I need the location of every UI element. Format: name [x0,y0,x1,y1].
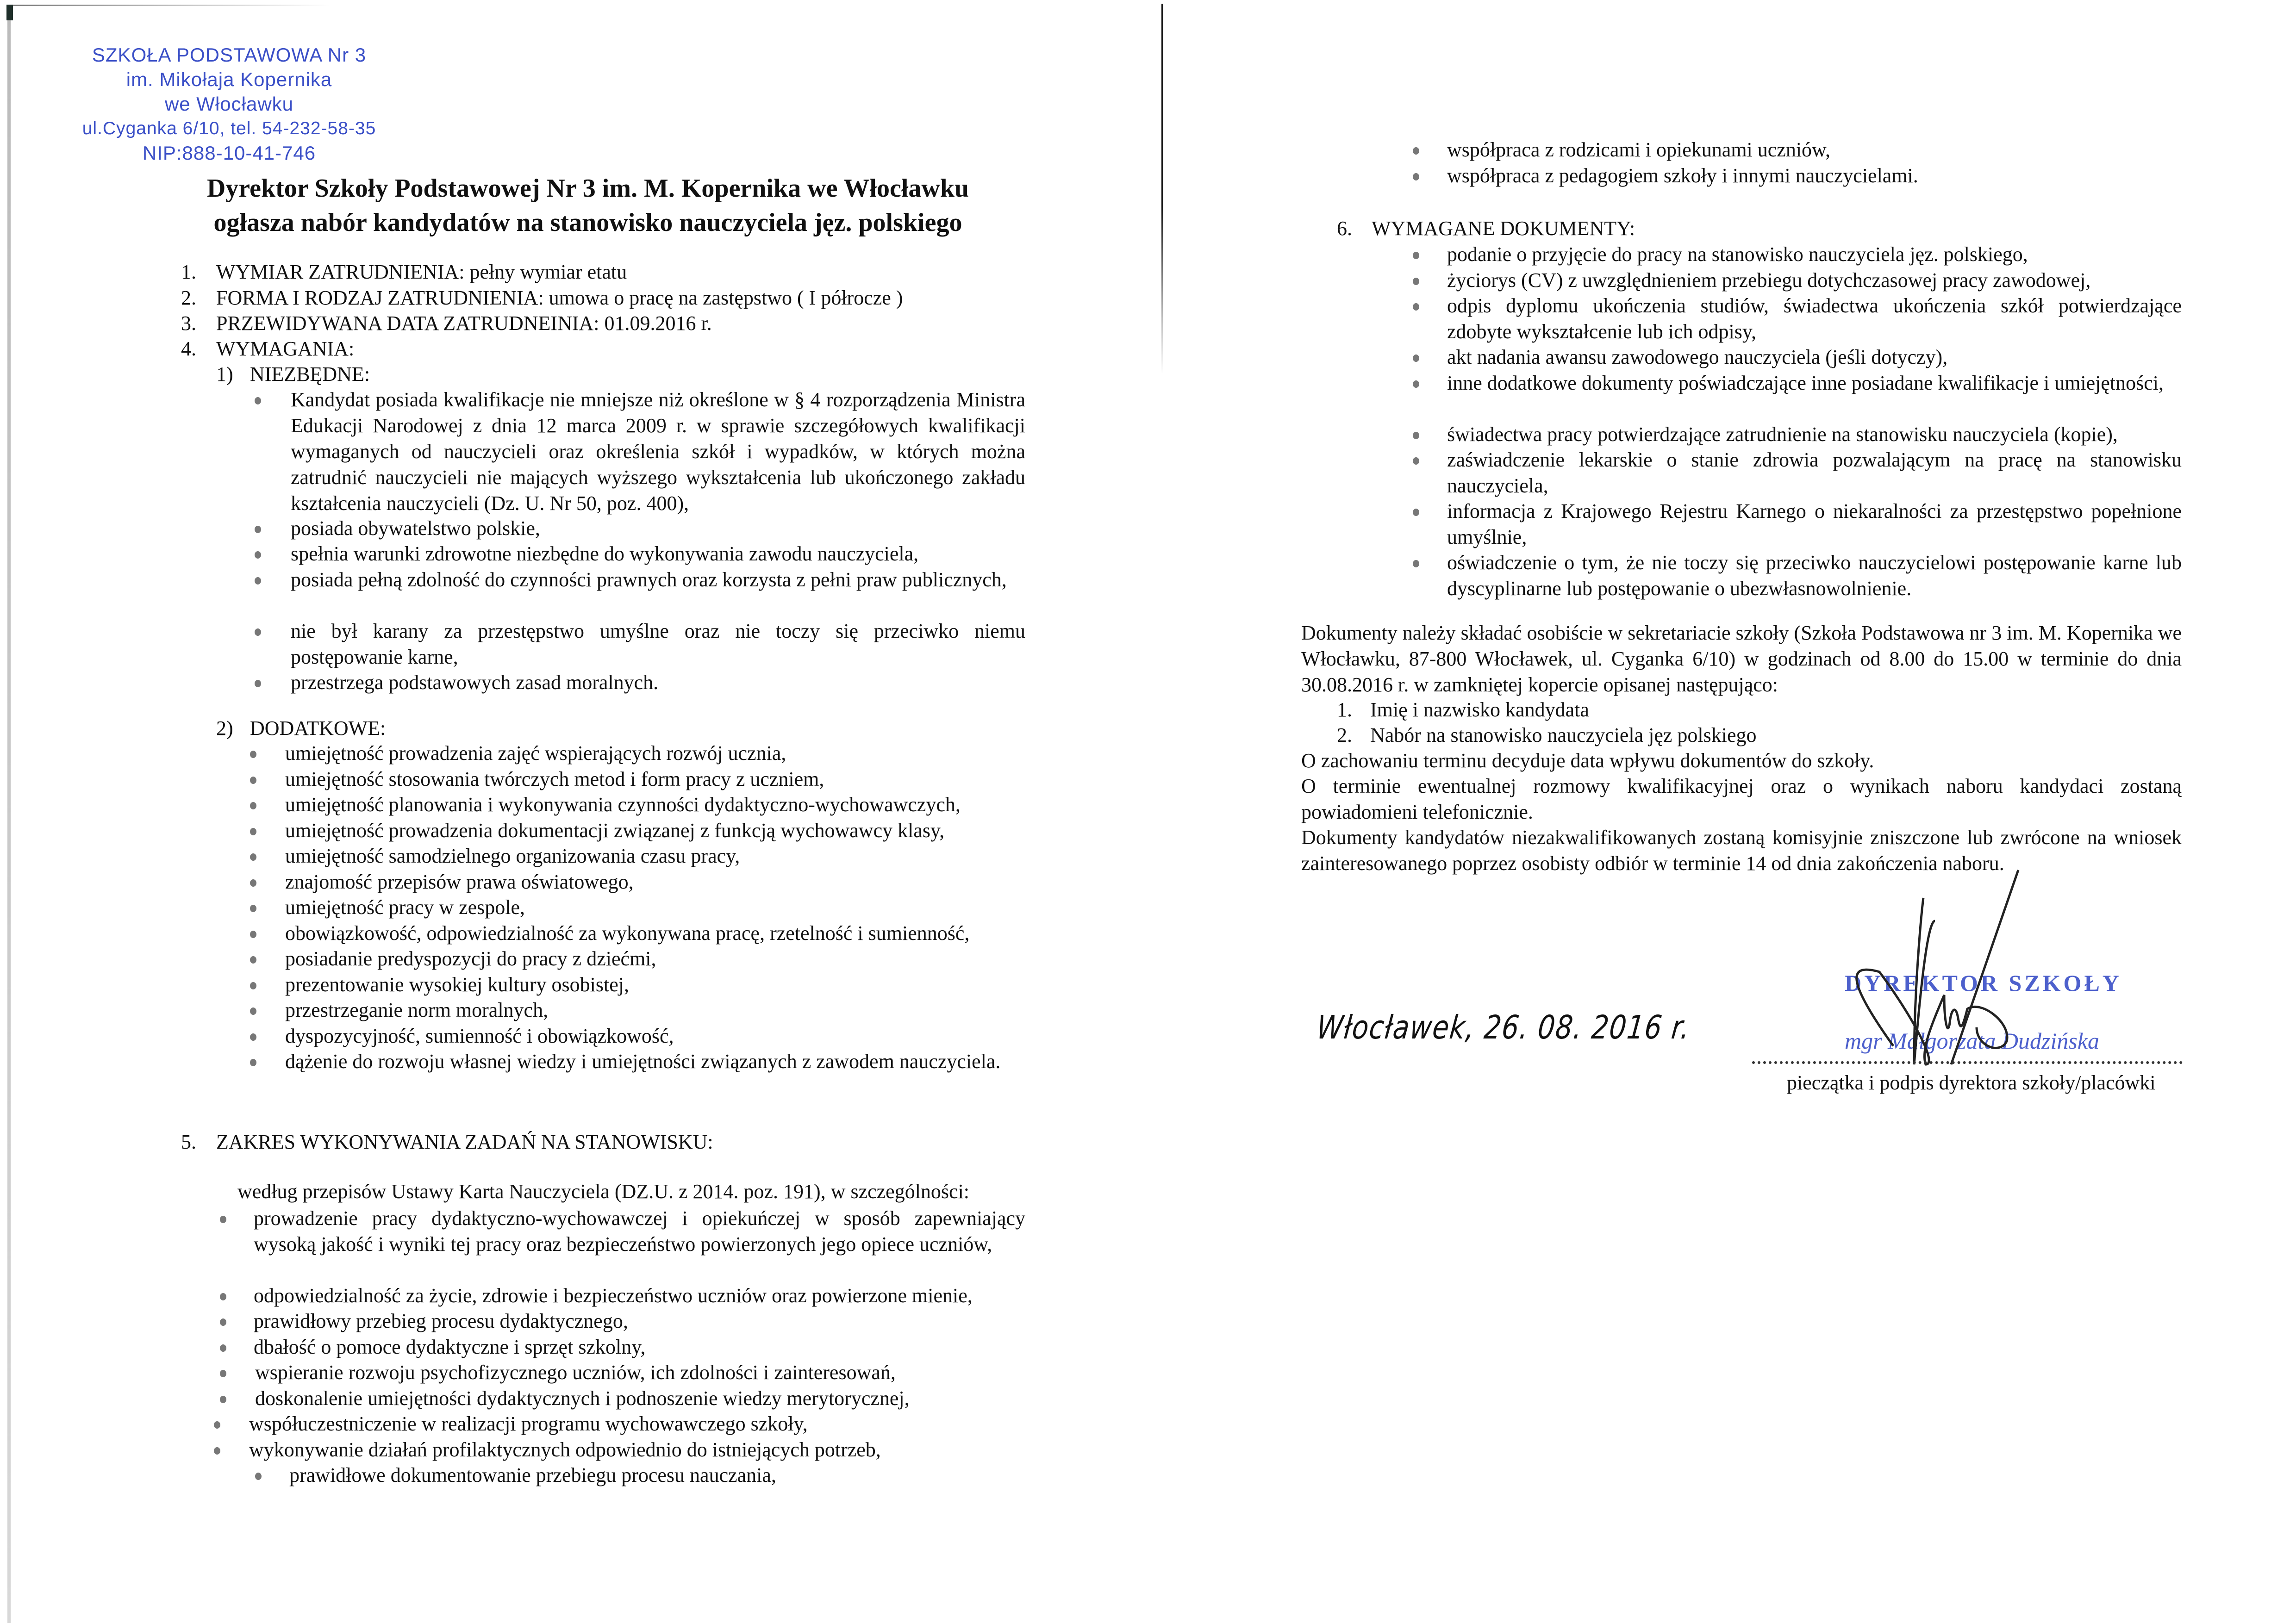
bullet-icon [214,1447,220,1455]
bullet-icon [255,397,261,404]
section-number: 3. [181,312,196,335]
bullet-icon [255,577,261,585]
additional-requirement-item: umiejętność stosowania twórczych metod i form pracy z uczniem, [285,767,824,790]
return-note: Dokumenty kandydatów niezakwalifikowanych zostaną komisyjnie zniszczone lub zwrócone na wniosek zainteresowanego poprzez osobisty odbiór w terminie 14 od dnia zakończenia naboru. [1301,826,2182,875]
bullet-icon [250,828,256,835]
bullet-icon [250,879,256,887]
page-divider [1161,4,1163,374]
bullet-icon [220,1344,226,1352]
additional-requirement-item: umiejętność pracy w zespole, [285,896,525,919]
additional-requirement-item: prezentowanie wysokiej kultury osobistej, [285,973,629,996]
additional-requirement-item: dyspozycyjność, sumienność i obowiązkowość, [285,1024,674,1047]
essential-requirement-item: Kandydat posiada kwalifikacje nie mniejsze niż określone w § 4 rozporządzenia Ministra Edukacji Narodowej z dnia 12 marca 2009 r. w sprawie szczegółowych kwalifikacji wymaganych od nauczycieli oraz określenia szkół i wypadków, w których można zatrudnić nauczycieli nie mających wyższego wykształcenia lub ukończonego zakładu kształcenia nauczycieli (Dz. U. Nr 50, poz. 400), [291,388,1025,515]
director-stamp-name: mgr Małgorzata Dudzińska [1845,1028,2100,1054]
additional-requirement-item: umiejętność planowania i wykonywania czynności dydaktyczno-wychowawczych, [285,793,961,816]
bullet-icon [214,1421,220,1429]
required-document-item: życiorys (CV) z uwzględnieniem przebiegu dotychczasowej pracy zawodowej, [1447,268,2091,292]
bullet-icon [250,956,256,964]
director-signature [1828,870,2037,1078]
essential-requirement-item: posiada pełną zdolność do czynności prawnych oraz korzysta z pełni praw publicznych, [291,568,1007,591]
stamp-line: we Włocławku [164,93,294,115]
required-document-item: podanie o przyjęcie do pracy na stanowisko nauczyciela jęz. polskiego, [1447,243,2028,266]
duties-intro: według przepisów Ustawy Karta Nauczyciela (DZ.U. z 2014. poz. 191), w szczególności: [237,1180,970,1203]
bullet-icon [1413,252,1419,259]
required-document-item: inne dodatkowe dokumenty poświadczające inne posiadane kwalifikacje i umiejętności, [1447,371,2164,394]
bullet-icon [220,1396,226,1403]
interview-note: O terminie ewentualnej rozmowy kwalifikacyjnej oraz o wynikach naboru kandydaci zostaną powiadomieni telefonicznie. [1301,775,2182,823]
section-required-documents: WYMAGANE DOKUMENTY: [1372,217,1635,240]
additional-requirement-item: posiadanie predyspozycji do pracy z dziećmi, [285,947,656,970]
bullet-icon [1413,354,1419,362]
bullet-icon [1413,432,1419,439]
duty-item: doskonalenie umiejętności dydaktycznych i podnoszenie wiedzy merytorycznej, [255,1387,910,1410]
section-number: 6. [1337,217,1352,240]
required-document-item: świadectwa pracy potwierdzające zatrudnienie na stanowisku nauczyciela (kopie), [1447,423,2118,446]
stamp-line: ul.Cyganka 6/10, tel. 54-232-58-35 [82,118,376,138]
required-document-item: zaświadczenie lekarskie o stanie zdrowia pozwalającym na pracę na stanowisku nauczyciela, [1447,448,2182,497]
essential-requirement-item: przestrzega podstawowych zasad moralnych. [291,671,659,694]
required-document-item: akt nadania awansu zawodowego nauczyciela (jeśli dotyczy), [1447,346,1948,368]
required-document-item: informacja z Krajowego Rejestru Karnego o niekaralności za przestępstwo popełnione umyślnie, [1447,500,2182,548]
bullet-icon [255,526,261,533]
section-number: 5. [181,1131,196,1153]
section-employment-scope: WYMIAR ZATRUDNIENIA: pełny wymiar etatu [216,261,627,283]
bullet-icon [1413,278,1419,285]
duty-item: wykonywanie działań profilaktycznych odpowiednio do istniejących potrzeb, [249,1438,881,1461]
required-document-item: odpis dyplomu ukończenia studiów, świadectwa ukończenia szkół potwierdzające zdobyte wykształcenie lub ich odpisy, [1447,294,2182,343]
bullet-icon [1413,303,1419,311]
additional-requirement-item: obowiązkowość, odpowiedzialność za wykonywana pracę, rzetelność i sumienność, [285,921,970,945]
stamp-line: im. Mikołaja Kopernika [126,68,332,90]
submission-paragraph: Dokumenty należy składać osobiście w sekretariacie szkoły (Szkoła Podstawowa nr 3 im. M. Kopernika we Włocławku, 87-800 Włocławek, ul. Cyganka 6/10) w godzinach od 8.00 do 15.00 w terminie do dnia 30.08.2016 r. w zamkniętej kopercie opisanej następująco: [1301,622,2182,696]
additional-requirement-item: znajomość przepisów prawa oświatowego, [285,870,634,893]
envelope-item: Imię i nazwisko kandydata [1370,698,1589,721]
scan-corner-mark [6,5,13,20]
section-employment-form: FORMA I RODZAJ ZATRUDNIENIA: umowa o pracę na zastępstwo ( I półrocze ) [216,286,903,309]
document-title [153,171,1023,240]
bullet-icon [250,802,256,809]
bullet-icon [1413,173,1419,180]
bullet-icon [250,751,256,758]
subsection-additional: DODATKOWE: [250,717,386,740]
envelope-item-number: 2. [1337,724,1352,746]
additional-requirement-item: przestrzeganie norm moralnych, [285,999,549,1021]
subsection-essential: NIEZBĘDNE: [250,363,370,386]
subsection-number: 1) [216,363,233,386]
additional-requirement-item: umiejętność prowadzenia dokumentacji związanej z funkcją wychowawcy klasy, [285,819,945,842]
stamp-line: SZKOŁA PODSTAWOWA Nr 3 [92,44,367,66]
bullet-icon [250,1007,256,1015]
bullet-icon [1413,457,1419,465]
duty-item: współuczestniczenie w realizacji programu wychowawczego szkoły, [249,1412,808,1435]
stamp-line: NIP:888-10-41-746 [142,142,316,164]
bullet-icon [250,931,256,938]
bullet-icon [1413,380,1419,388]
additional-requirement-item: umiejętność samodzielnego organizowania czasu pracy, [285,845,740,867]
duty-item: prawidłowy przebieg procesu dydaktycznego, [254,1310,628,1332]
bullet-icon [220,1216,226,1223]
bullet-icon [250,853,256,861]
section-start-date: PRZEWIDYWANA DATA ZATRUDNEINIA: 01.09.2016 r. [216,312,712,335]
bullet-icon [255,680,261,687]
duty-item: współpraca z rodzicami i opiekunami uczniów, [1447,138,1830,161]
duty-item: dbałość o pomoce dydaktyczne i sprzęt szkolny, [254,1335,646,1358]
school-stamp [74,43,384,165]
scan-edge [7,6,11,1623]
section-number: 2. [181,286,196,309]
bullet-icon [250,1059,256,1066]
bullet-icon [250,982,256,989]
envelope-item: Nabór na stanowisko nauczyciela jęz polskiego [1370,724,1757,746]
essential-requirement-item: posiada obywatelstwo polskie, [291,516,540,540]
title-line-1: Dyrektor Szkoły Podstawowej Nr 3 im. M. Kopernika we Włocławku [206,174,969,203]
bullet-icon [1413,560,1419,567]
section-duties: ZAKRES WYKONYWANIA ZADAŃ NA STANOWISKU: [216,1131,713,1153]
director-stamp-title: DYREKTOR SZKOŁY [1845,970,2122,996]
bullet-icon [255,628,261,636]
scan-top-edge [6,5,331,6]
bullet-icon [250,1033,256,1041]
bullet-icon [1413,147,1419,155]
handwritten-place-date: Włocławek, 26. 08. 2016 r. [1315,1008,1692,1046]
duty-item: odpowiedzialność za życie, zdrowie i bezpieczeństwo uczniów oraz powierzone mienie, [254,1284,973,1307]
section-number: 1. [181,261,196,283]
additional-requirement-item: dążenie do rozwoju własnej wiedzy i umiejętności związanych z zawodem nauczyciela. [285,1050,1001,1073]
bullet-icon [255,1473,262,1480]
title-line-2: ogłasza nabór kandydatów na stanowisko nauczyciela jęz. polskiego [213,208,962,237]
essential-requirement-item: nie był karany za przestępstwo umyślne oraz nie toczy się przeciwko niemu postępowanie karne, [291,619,1025,668]
essential-requirement-item: spełnia warunki zdrowotne niezbędne do wykonywania zawodu nauczyciela, [291,542,919,565]
bullet-icon [220,1370,226,1377]
bullet-icon [220,1318,226,1326]
subsection-number: 2) [216,717,233,740]
deadline-note: O zachowaniu terminu decyduje data wpływu dokumentów do szkoły. [1301,749,1874,772]
duty-item: prawidłowe dokumentowanie przebiegu procesu nauczania, [289,1464,776,1486]
bullet-icon [1413,509,1419,516]
duty-item: prowadzenie pracy dydaktyczno-wychowawczej i opiekuńczej w sposób zapewniający wysoką jakość i wyniki tej pracy oraz bezpieczeństwo powierzonych jego opiece uczniów, [254,1207,1025,1256]
bullet-icon [250,905,256,912]
bullet-icon [255,551,261,559]
envelope-item-number: 1. [1337,698,1352,721]
required-document-item: oświadczenie o tym, że nie toczy się przeciwko nauczycielowi postępowanie karne lub dyscyplinarne lub postępowanie o ubezwłasnowolnienie. [1447,551,2182,600]
duty-item: współpraca z pedagogiem szkoły i innymi nauczycielami. [1447,164,1918,187]
bullet-icon [250,777,256,784]
section-number: 4. [181,337,196,360]
section-requirements: WYMAGANIA: [216,337,355,360]
bullet-icon [220,1293,226,1300]
duty-item: wspieranie rozwoju psychofizycznego uczniów, ich zdolności i zainteresowań, [255,1361,896,1384]
signature-line [1752,1061,2183,1064]
signature-caption: pieczątka i podpis dyrektora szkoły/placówki [1787,1071,2156,1094]
additional-requirement-item: umiejętność prowadzenia zajęć wspierających rozwój ucznia, [285,742,786,765]
